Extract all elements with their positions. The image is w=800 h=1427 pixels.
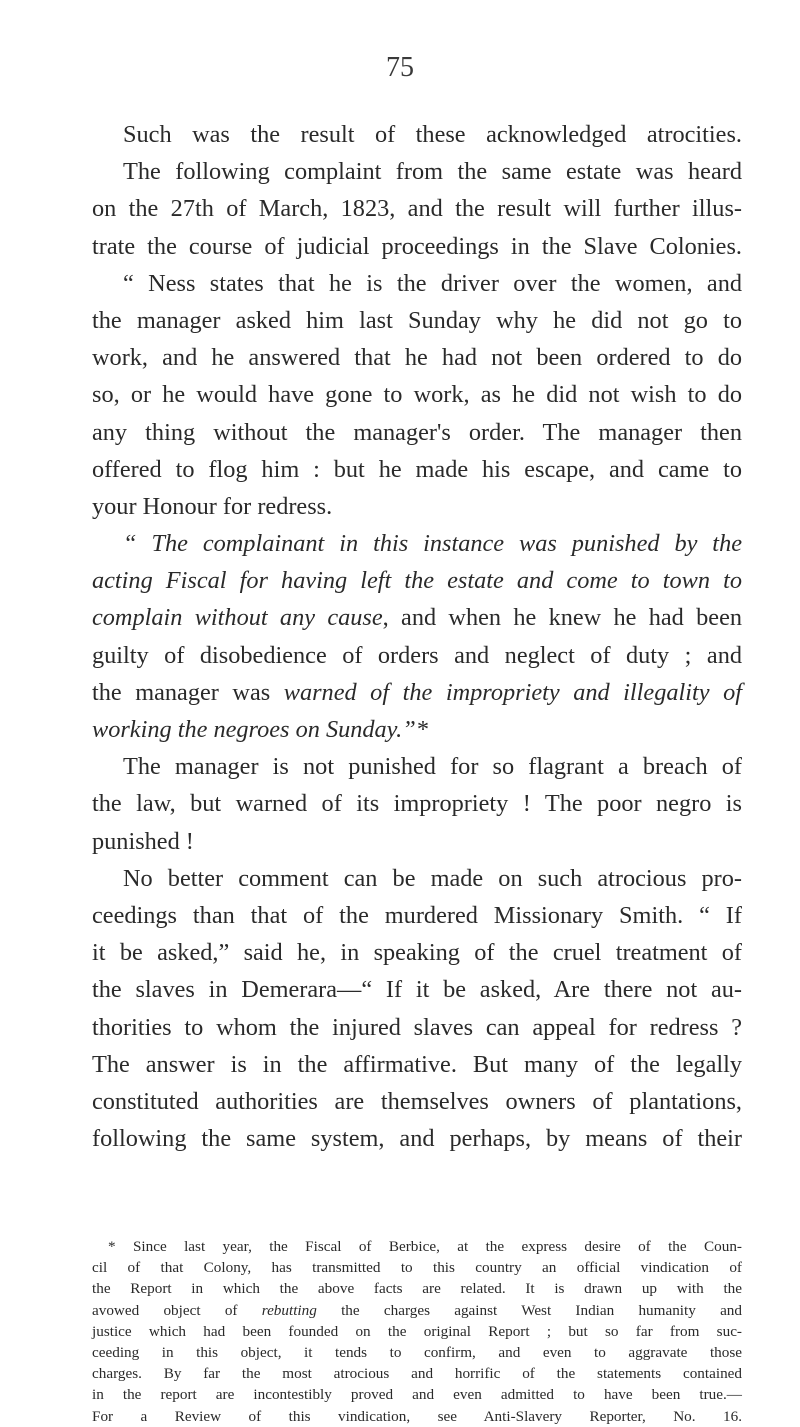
footnote-line — [92, 1342, 742, 1363]
body-line — [92, 451, 742, 488]
body-line-text: thorities to whom the injured slaves can appeal for redress ? — [92, 1013, 742, 1041]
body-line-text: guilty of disobedience of orders and neglect of duty ; and — [92, 641, 742, 669]
body-line-text: it be asked,” said he, in speaking of the cruel treatment of — [92, 939, 742, 967]
body-line — [92, 674, 742, 711]
footnote-line — [92, 1257, 742, 1278]
body-line-text: any thing without the manager's order. The manager then — [92, 418, 742, 446]
body-line-text: Such was the result of these acknowledged atrocities. — [123, 121, 742, 148]
body-line-text: trate the course of judicial proceedings in the Slave Colonies. — [92, 232, 742, 260]
footnote-line — [92, 1406, 742, 1427]
body-line-text: following the same system, and perhaps, by means of their — [92, 1125, 742, 1153]
body-line — [92, 599, 742, 636]
footnote-line-text: charges. By far the most atrocious and horrific of the statements contained — [92, 1365, 742, 1383]
body-line — [92, 488, 742, 525]
body-line-text: so, or he would have gone to work, as he did not wish to do — [92, 381, 742, 409]
footnote-line — [92, 1321, 742, 1342]
body-line — [92, 228, 742, 265]
body-line — [92, 1009, 742, 1046]
body-line-text: on the 27th of March, 1823, and the result will further illus- — [92, 195, 742, 223]
body-line-segment: warned of the impropriety and illegality of — [283, 678, 742, 706]
footnote-line — [92, 1236, 742, 1257]
footnote-line-segment: rebutting — [261, 1301, 317, 1319]
body-line-text: “ Ness states that he is the driver over the women, and — [123, 269, 742, 297]
body-line — [92, 302, 742, 339]
body-line — [92, 1083, 742, 1120]
body-line — [92, 339, 742, 376]
body-line — [92, 265, 742, 302]
body-line-segment: the manager was — [92, 678, 284, 706]
body-line-text: the law, but warned of its impropriety ! The poor negro is — [92, 790, 742, 818]
footnote-line-text: ceeding in this object, it tends to confirm, and even to aggravate those — [92, 1343, 742, 1361]
footnote-line-text: * Since last year, the Fiscal of Berbice, at the express desire of the Coun- — [108, 1238, 742, 1255]
body-line-segment: , and when he knew he had been — [382, 604, 743, 632]
body-line-text: your Honour for redress. — [92, 492, 333, 520]
footnote-line — [92, 1384, 742, 1405]
body-line — [92, 153, 742, 190]
body-line — [92, 823, 742, 860]
body-line — [92, 525, 742, 562]
body-line — [92, 748, 742, 785]
body-line-text: the slaves in Demerara—“ If it be asked, Are there not au- — [92, 976, 742, 1004]
body-line — [92, 897, 742, 934]
body-line — [92, 860, 742, 897]
body-line — [92, 1120, 742, 1157]
body-line-text: The manager is not punished for so flagrant a breach of — [123, 753, 742, 781]
body-line-text: constituted authorities are themselves owners of plantations, — [92, 1087, 742, 1115]
body-line-text: “ The complainant in this instance was punished by the — [123, 530, 742, 558]
body-line — [92, 934, 742, 971]
body-line — [92, 637, 742, 674]
body-line-text: the manager asked him last Sunday why he did not go to — [92, 306, 742, 334]
body-line-text: The following complaint from the same estate was heard — [123, 158, 742, 186]
footnote-line-text: the Report in which the above facts are related. It is drawn up with the — [92, 1280, 742, 1298]
body-line — [92, 376, 742, 413]
body-line-text: acting Fiscal for having left the estate and come to town to — [92, 567, 742, 595]
body-line-text: work, and he answered that he had not been ordered to do — [92, 344, 742, 372]
body-line-text: punished ! — [92, 827, 194, 855]
body-line — [92, 1046, 742, 1083]
footnote-line-segment: avowed object of — [92, 1301, 262, 1319]
body-line — [92, 971, 742, 1008]
body-line — [92, 190, 742, 227]
body-line-text: offered to flog him : but he made his escape, and came to — [92, 455, 742, 483]
body-line-segment: complain without any cause — [92, 604, 383, 632]
page-number: 75 — [386, 52, 414, 83]
body-line — [92, 116, 742, 153]
footnote-line — [92, 1278, 742, 1299]
body-line-text: ceedings than that of the murdered Missionary Smith. “ If — [92, 901, 742, 929]
footnote-line-text: cil of that Colony, has transmitted to this country an official vindication of — [92, 1259, 742, 1277]
body-line — [92, 711, 742, 748]
footnote-line-text: For a Review of this vindication, see Anti-Slavery Reporter, No. 16. — [92, 1407, 742, 1425]
footnote — [92, 1236, 742, 1427]
body-line-text: The answer is in the affirmative. But many of the legally — [92, 1050, 742, 1078]
body-line — [92, 414, 742, 451]
footnote-line — [92, 1300, 742, 1321]
footnote-line-text: justice which had been founded on the original Report ; but so far from suc- — [92, 1322, 742, 1340]
body-line-text: working the negroes on Sunday.”* — [92, 716, 428, 743]
footnote-line-segment: the charges against West Indian humanity and — [316, 1301, 742, 1319]
body-text — [92, 116, 742, 1157]
footnote-line — [92, 1363, 742, 1384]
body-line-text: No better comment can be made on such atrocious pro- — [123, 864, 742, 892]
body-line — [92, 785, 742, 822]
footnote-line-text: in the report are incontestibly proved and even admitted to have been true.— — [92, 1386, 742, 1404]
body-line — [92, 562, 742, 599]
